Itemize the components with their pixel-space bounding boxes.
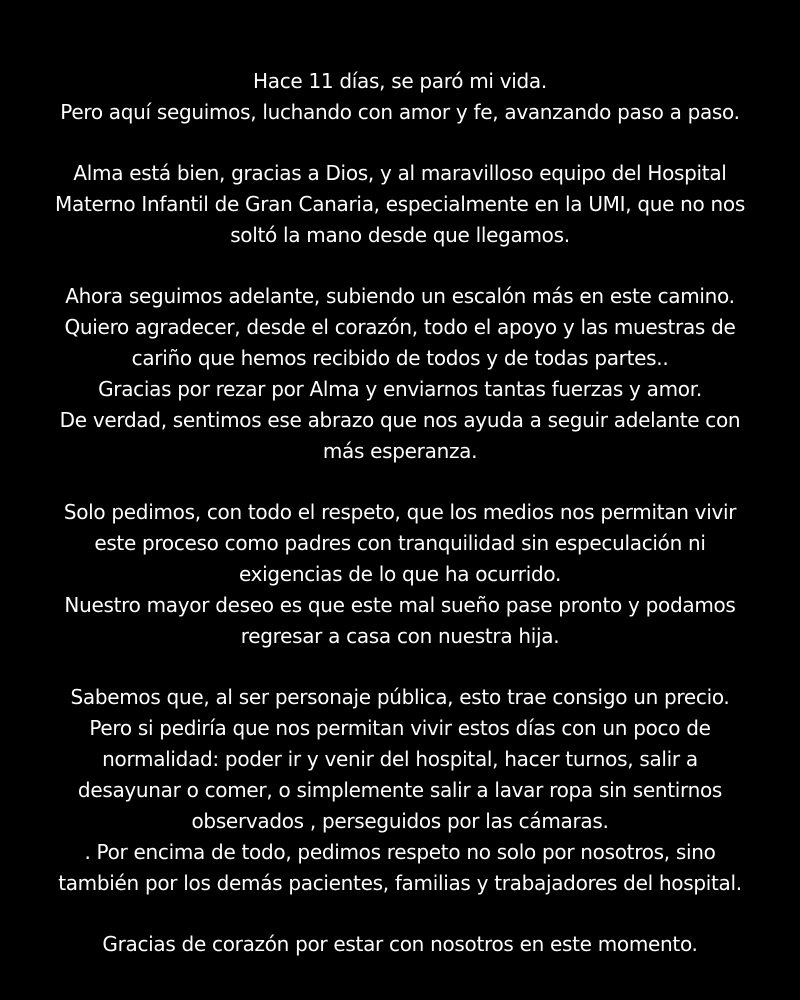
text-line: Nuestro mayor deseo es que este mal sueño pase pronto y podamos: [64, 593, 736, 617]
text-line: Materno Infantil de Gran Canaria, especialmente en la UMI, que no nos: [55, 192, 745, 216]
text-line: Gracias de corazón por estar con nosotros en este momento.: [102, 932, 698, 956]
paragraph-6: [0, 929, 800, 960]
text-line: regresar a casa con nuestra hija.: [240, 624, 560, 648]
paragraph-2: [0, 158, 800, 251]
text-line: . Por encima de todo, pedimos respeto no solo por nosotros, sino: [84, 840, 716, 864]
text-line: normalidad: poder ir y venir del hospital, hacer turnos, salir a: [102, 747, 698, 771]
paragraph-1: [0, 66, 800, 128]
text-line: más esperanza.: [322, 439, 478, 463]
text-line: Sabemos que, al ser personaje pública, esto trae consigo un precio.: [70, 685, 730, 709]
text-line: Alma está bien, gracias a Dios, y al maravilloso equipo del Hospital: [73, 161, 727, 185]
text-line: Ahora seguimos adelante, subiendo un escalón más en este camino.: [65, 284, 735, 308]
text-line: observados , perseguidos por las cámaras.: [191, 809, 609, 833]
paragraph-5: [0, 682, 800, 899]
text-line: Pero aquí seguimos, luchando con amor y fe, avanzando paso a paso.: [60, 100, 740, 124]
text-line: Pero si pediría que nos permitan vivir estos días con un poco de: [89, 716, 711, 740]
text-line: Gracias por rezar por Alma y enviarnos tantas fuerzas y amor.: [98, 377, 702, 401]
paragraph-4: [0, 497, 800, 652]
text-line: exigencias de lo que ha ocurrido.: [238, 562, 562, 586]
text-line: este proceso como padres con tranquilidad sin especulación ni: [94, 531, 706, 555]
text-line: De verdad, sentimos ese abrazo que nos ayuda a seguir adelante con: [59, 408, 741, 432]
paragraph-3: [0, 281, 800, 467]
text-line: Quiero agradecer, desde el corazón, todo el apoyo y las muestras de: [64, 315, 736, 339]
text-line: Hace 11 días, se paró mi vida.: [253, 69, 547, 93]
text-line: también por los demás pacientes, familias y trabajadores del hospital.: [58, 871, 742, 895]
text-line: desayunar o comer, o simplemente salir a lavar ropa sin sentirnos: [77, 778, 723, 802]
text-line: soltó la mano desde que llegamos.: [230, 223, 570, 247]
text-line: Solo pedimos, con todo el respeto, que los medios nos permitan vivir: [63, 500, 737, 524]
text-line: cariño que hemos recibido de todos y de todas partes..: [131, 346, 669, 370]
